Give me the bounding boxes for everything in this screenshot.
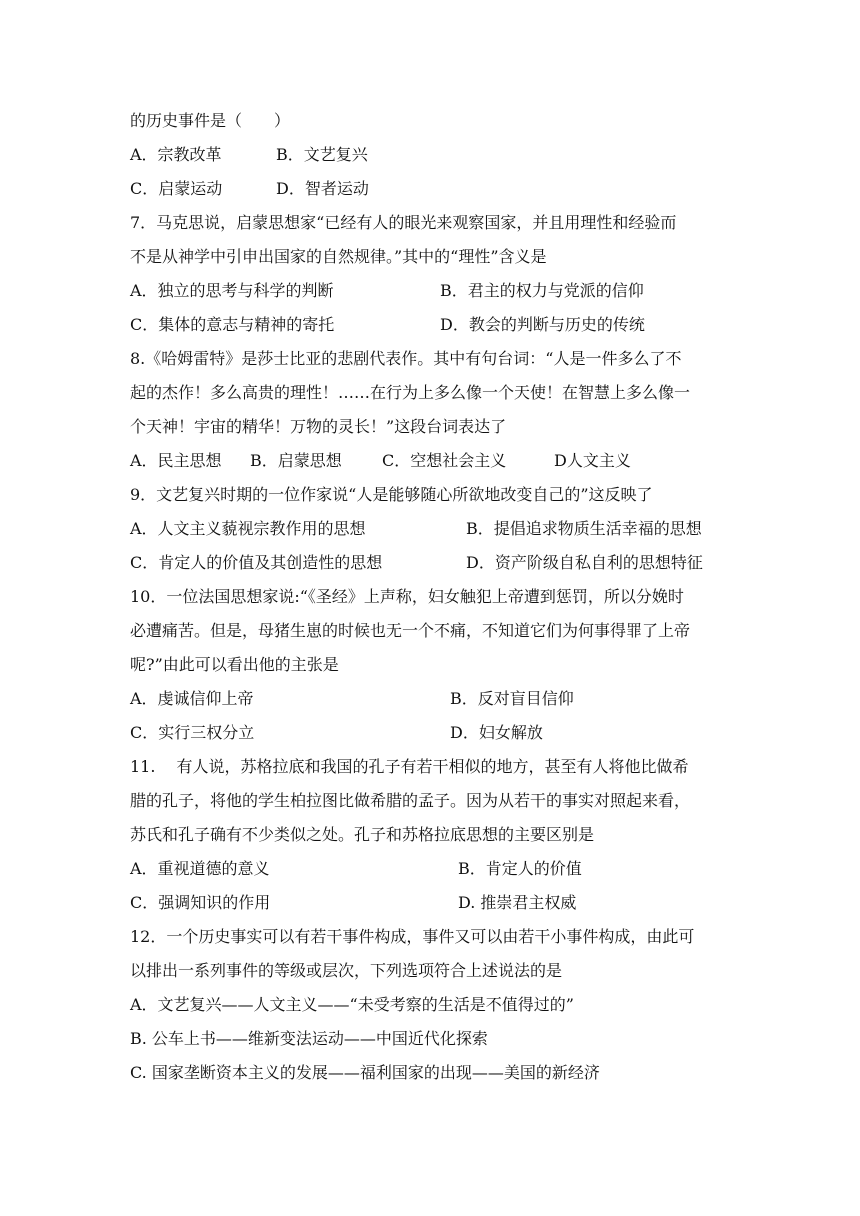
q10-stem-line-1: 10．一位法国思想家说:“《圣经》上声称，妇女触犯上帝遭到惩罚，所以分娩时	[130, 587, 684, 606]
q6-stem-end: 的历史事件是（ ）	[130, 111, 291, 130]
q9-option-c: C．肯定人的价值及其创造性的思想	[130, 553, 383, 572]
q7-option-d: D．教会的判断与历史的传统	[440, 315, 645, 334]
q9-option-b: B．提倡追求物质生活幸福的思想	[466, 519, 702, 538]
q10-option-a: A．虔诚信仰上帝	[130, 689, 254, 708]
q12-stem-line-2: 以排出一系列事件的等级或层次，下列选项符合上述说法的是	[130, 961, 563, 980]
q10-option-c: C．实行三权分立	[130, 723, 255, 742]
q8-stem-line-1: 8.《哈姆雷特》是莎士比亚的悲剧代表作。其中有句台词：“人是一件多么了不	[130, 349, 682, 368]
q6-option-c: C．启蒙运动	[130, 179, 223, 198]
q10-option-d: D．妇女解放	[450, 723, 543, 742]
q7-stem-line-1: 7．马克思说，启蒙思想家“已经有人的眼光来观察国家，并且用理性和经验而	[130, 213, 677, 232]
q9-option-d: D．资产阶级自私自利的思想特征	[466, 553, 703, 572]
q12-option-c: C. 国家垄断资本主义的发展——福利国家的出现——美国的新经济	[130, 1063, 600, 1082]
q7-option-b: B．君主的权力与党派的信仰	[440, 281, 644, 300]
q11-option-a: A．重视道德的意义	[130, 859, 270, 878]
q12-stem-line-1: 12．一个历史事实可以有若干事件构成，事件又可以由若干小事件构成，由此可	[130, 927, 695, 946]
q11-stem-line-2: 腊的孔子，将他的学生柏拉图比做希腊的孟子。因为从若干的事实对照起来看，	[130, 791, 691, 810]
q12-option-b: B. 公车上书——维新变法运动——中国近代化探索	[130, 1029, 488, 1048]
q6-option-b: B．文艺复兴	[276, 145, 368, 164]
q11-stem-line-1: 11. 有人说，苏格拉底和我国的孔子有若干相似的地方，甚至有人将他比做希	[130, 757, 689, 776]
q8-option-a: A．民主思想	[130, 451, 222, 470]
q7-option-a: A．独立的思考与科学的判断	[130, 281, 334, 300]
q8-option-b: B．启蒙思想	[250, 451, 342, 470]
q11-option-c: C．强调知识的作用	[130, 893, 271, 912]
q6-option-a: A．宗教改革	[130, 145, 222, 164]
q10-stem-line-2: 必遭痛苦。但是，母猪生崽的时候也无一个不痛，不知道它们为何事得罪了上帝	[130, 621, 691, 640]
q7-stem-line-2: 不是从神学中引申出国家的自然规律。”其中的“理性”含义是	[130, 247, 547, 266]
q12-option-a: A．文艺复兴——人文主义——“未受考察的生活是不值得过的”	[130, 995, 574, 1014]
q10-stem-line-3: 呢?”由此可以看出他的主张是	[130, 655, 339, 674]
q6-option-d: D．智者运动	[276, 179, 369, 198]
q9-option-a: A．人文主义藐视宗教作用的思想	[130, 519, 366, 538]
q8-stem-line-3: 个天神！宇宙的精华！万物的灵长！”这段台词表达了	[130, 417, 507, 436]
q11-stem-line-3: 苏氏和孔子确有不少类似之处。孔子和苏格拉底思想的主要区别是	[130, 825, 595, 844]
q8-stem-line-2: 起的杰作！多么高贵的理性！……在行为上多么像一个天使！在智慧上多么像一	[130, 383, 691, 402]
q8-option-d: D人文主义	[554, 451, 631, 470]
q7-option-c: C．集体的意志与精神的寄托	[130, 315, 335, 334]
q9-stem-line-1: 9．文艺复兴时期的一位作家说“人是能够随心所欲地改变自己的”这反映了	[130, 485, 653, 504]
q11-option-b: B．肯定人的价值	[458, 859, 582, 878]
q11-option-d: D. 推崇君主权威	[458, 893, 577, 912]
q10-option-b: B．反对盲目信仰	[450, 689, 574, 708]
q8-option-c: C．空想社会主义	[382, 451, 507, 470]
